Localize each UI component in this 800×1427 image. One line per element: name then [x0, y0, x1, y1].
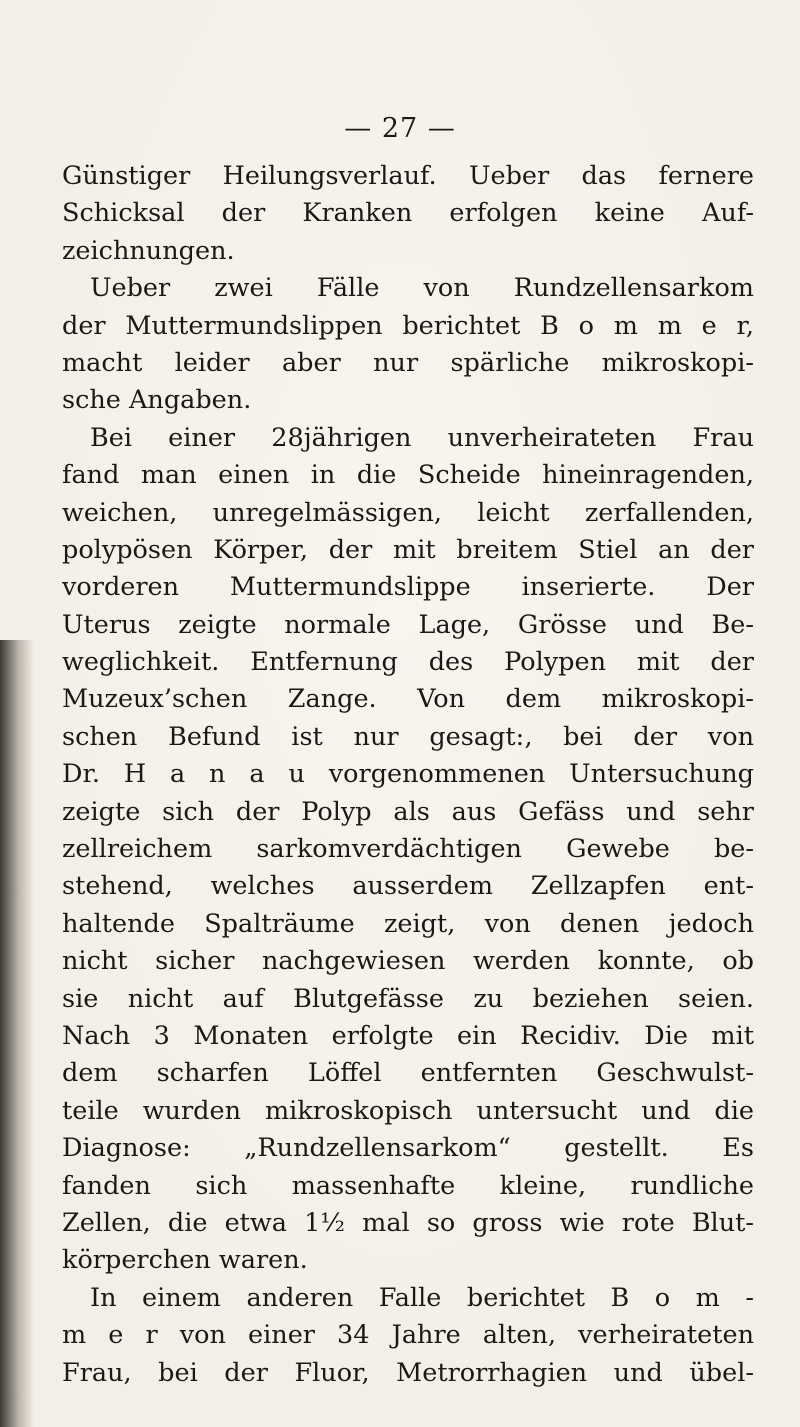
page-edge-shadow [0, 640, 34, 1427]
text-line: Muzeux’schen Zange. Von dem mikroskopi- [62, 684, 754, 715]
text-line: Diagnose: „Rundzellensarkom“ gestellt. Es [62, 1133, 754, 1164]
text-line: vorderen Muttermundslippe inserierte. Der [62, 572, 754, 603]
text-line: m e r von einer 34 Jahre alten, verheirateten [62, 1320, 754, 1351]
text-line: Frau, bei der Fluor, Metrorrhagien und übel- [62, 1357, 754, 1388]
text-line: der Muttermundslippen berichtet B o m m e r, [62, 310, 754, 341]
text-line: nicht sicher nachgewiesen werden konnte, ob [62, 946, 754, 977]
text-line: sie nicht auf Blutgefässe zu beziehen seien. [62, 983, 754, 1014]
text-line: Bei einer 28jährigen unverheirateten Frau [90, 422, 754, 453]
body-text [62, 158, 754, 1392]
text-line: Ueber zwei Fälle von Rundzellensarkom [90, 273, 754, 304]
text-line: Uterus zeigte normale Lage, Grösse und Be- [62, 609, 754, 640]
text-line: Schicksal der Kranken erfolgen keine Auf- [62, 198, 754, 229]
text-line: teile wurden mikroskopisch untersucht und die [62, 1095, 754, 1126]
text-line: Dr. H a n a u vorgenommenen Untersuchung [62, 759, 754, 790]
text-line: In einem anderen Falle berichtet B o m - [90, 1282, 754, 1313]
text-line: weichen, unregelmässigen, leicht zerfallenden, [62, 497, 754, 528]
text-line: Zellen, die etwa 1½ mal so gross wie rote Blut- [62, 1207, 754, 1238]
text-line: zeichnungen. [62, 235, 235, 266]
page-number: — 27 — [344, 113, 456, 144]
text-line: macht leider aber nur spärliche mikroskopi- [62, 347, 754, 378]
text-line: fanden sich massenhafte kleine, rundliche [62, 1170, 754, 1201]
text-line: Günstiger Heilungsverlauf. Ueber das fernere [62, 161, 754, 191]
text-line: fand man einen in die Scheide hineinragenden, [62, 460, 754, 491]
text-line: polypösen Körper, der mit breitem Stiel an der [62, 534, 754, 565]
text-line: weglichkeit. Entfernung des Polypen mit der [62, 647, 754, 678]
text-line: Nach 3 Monaten erfolgte ein Recidiv. Die mit [62, 1020, 754, 1051]
text-line: zellreichem sarkomverdächtigen Gewebe be- [62, 834, 754, 865]
text-line: schen Befund ist nur gesagt:‚ bei der von [62, 721, 754, 752]
text-line: dem scharfen Löffel entfernten Geschwulst- [62, 1058, 754, 1089]
text-line: zeigte sich der Polyp als aus Gefäss und sehr [62, 796, 754, 827]
text-line: haltende Spalträume zeigt, von denen jedoch [62, 908, 754, 939]
text-line: körperchen waren. [62, 1245, 308, 1276]
text-line: stehend, welches ausserdem Zellzapfen ent- [62, 871, 754, 902]
text-line: sche Angaben. [62, 385, 252, 416]
